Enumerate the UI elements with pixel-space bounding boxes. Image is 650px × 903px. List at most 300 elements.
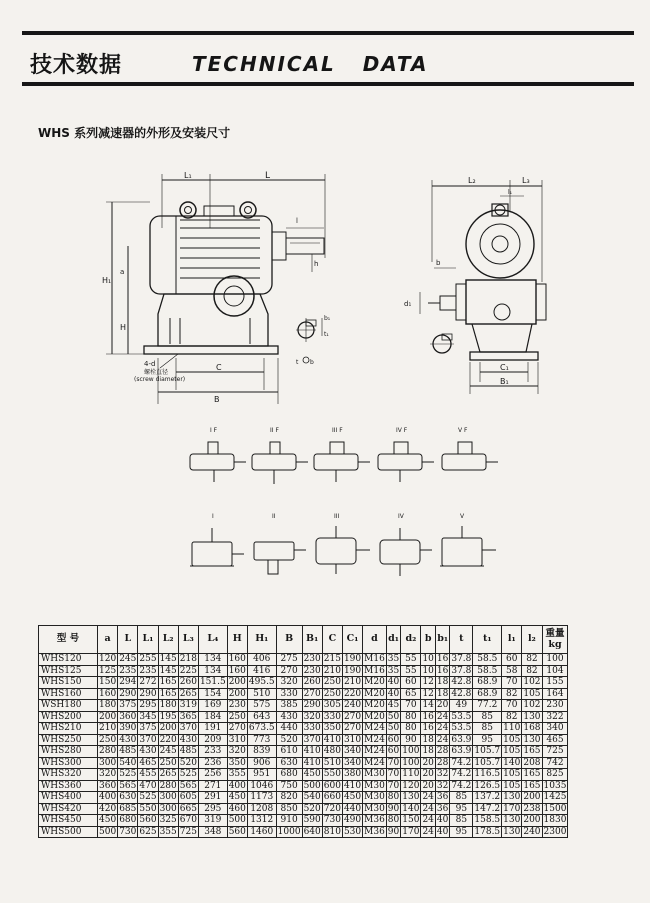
table-cell: 540 <box>303 792 321 802</box>
table-cell: M36 <box>364 826 385 837</box>
bolt-label-cn: 螺栓直径 <box>144 369 169 376</box>
table-cell: 560 <box>139 815 157 825</box>
mount-label-3f: III F <box>332 427 343 434</box>
table-cell: 270 <box>228 723 246 733</box>
table-cell: 240 <box>343 700 362 710</box>
mount-label-1f: I F <box>210 427 218 434</box>
table-cell: 510 <box>247 688 276 700</box>
table-cell: 294 <box>119 677 137 687</box>
table-cell: 265 <box>159 769 177 779</box>
table-cell: M30 <box>364 769 385 779</box>
dim-label-b1: b₁ <box>324 315 331 322</box>
table-cell: 305 <box>323 700 341 710</box>
table-cell: 416 <box>247 665 276 677</box>
mount-label-2f: II F <box>270 427 279 434</box>
table-cell: 480 <box>323 746 341 756</box>
table-cell: 68.9 <box>473 677 502 689</box>
dim-label-b: b <box>310 359 314 366</box>
table-cell: 18 <box>422 734 434 745</box>
model-cell: WHS360 <box>39 780 98 792</box>
table-row <box>39 803 568 815</box>
table-cell: 195 <box>159 711 177 722</box>
table-cell: 1500 <box>543 803 567 814</box>
table-cell: 134 <box>198 665 227 677</box>
table-row <box>39 792 568 804</box>
table-cell: 450 <box>303 769 321 779</box>
table-cell: 330 <box>276 688 302 700</box>
table-cell: 140 <box>503 757 521 768</box>
column-header: C <box>322 626 342 654</box>
dim-label-a: a <box>120 268 125 276</box>
table-cell: M20 <box>364 711 385 722</box>
table-cell: 270 <box>343 711 362 722</box>
table-cell: 24 <box>436 711 449 722</box>
table-cell: 220 <box>159 734 177 745</box>
table-cell: 74.2 <box>451 757 472 768</box>
table-cell: 165 <box>523 769 541 779</box>
table-cell: 100 <box>402 757 420 768</box>
table-cell: M24 <box>364 757 385 768</box>
table-header-row <box>39 626 568 654</box>
table-cell: 102 <box>523 677 541 687</box>
table-cell: 773 <box>247 734 276 746</box>
table-cell: 370 <box>139 734 157 745</box>
table-cell: 450 <box>99 815 117 825</box>
table-cell: 42.8 <box>451 677 472 687</box>
table-cell: 160 <box>228 654 246 664</box>
table-cell: 70 <box>401 700 421 712</box>
table-cell: 750 <box>276 780 302 792</box>
model-cell: WHS450 <box>39 815 98 827</box>
table-cell: 200 <box>99 711 117 722</box>
table-cell: 560 <box>228 826 246 837</box>
table-cell: 63.9 <box>451 746 472 756</box>
table-cell: 839 <box>247 746 276 758</box>
table-cell: 520 <box>179 757 197 768</box>
table-cell: 340 <box>343 757 362 768</box>
table-cell: 77.2 <box>473 700 502 712</box>
table-cell: 60 <box>387 746 400 756</box>
table-cell: 105 <box>503 734 521 745</box>
table-cell: 235 <box>139 665 157 676</box>
table-cell: 320 <box>303 711 321 722</box>
column-header: b₁ <box>435 626 449 654</box>
table-cell: 430 <box>276 711 302 723</box>
table-cell: 665 <box>179 803 197 814</box>
table-cell: 180 <box>99 700 117 710</box>
table-cell: 1046 <box>247 780 276 792</box>
table-cell: 210 <box>99 723 117 733</box>
model-cell: WHS500 <box>39 826 98 838</box>
dim-label-L: L <box>265 171 271 181</box>
table-cell: 165 <box>523 780 541 791</box>
table-cell: 80 <box>401 711 421 723</box>
table-cell: 730 <box>119 826 137 837</box>
table-row <box>39 654 568 666</box>
table-cell: 169 <box>198 700 227 712</box>
table-cell: 180 <box>159 700 177 710</box>
table-cell: 605 <box>179 792 197 802</box>
table-cell: 233 <box>198 746 227 758</box>
table-cell: 350 <box>323 723 341 733</box>
table-row <box>39 826 568 838</box>
mount-diagram-1 <box>190 528 244 566</box>
table-cell: 137.2 <box>474 792 501 802</box>
table-cell: 820 <box>276 792 302 804</box>
table-cell: 265 <box>179 688 197 699</box>
table-row <box>39 711 568 723</box>
table-cell: 430 <box>119 734 137 745</box>
table-cell: 565 <box>179 780 197 791</box>
table-cell: 24 <box>436 734 449 745</box>
table-cell: 65 <box>401 688 421 700</box>
table-cell: 134 <box>198 654 227 666</box>
table-cell: 60 <box>502 654 522 666</box>
dim-label-B: B <box>214 395 220 404</box>
table-cell: 271 <box>198 780 227 792</box>
table-cell: 55 <box>401 665 421 677</box>
column-header: d₂ <box>401 626 421 654</box>
table-cell: 24 <box>422 826 434 837</box>
table-cell: 165 <box>523 746 541 756</box>
header-top-rule <box>22 31 634 35</box>
table-cell: 490 <box>343 815 362 825</box>
table-cell: M30 <box>364 780 385 791</box>
table-cell: 310 <box>343 734 362 745</box>
table-cell: 40 <box>387 688 400 699</box>
table-cell: 290 <box>303 700 321 710</box>
table-cell: 348 <box>198 826 227 838</box>
table-cell: 18 <box>436 677 449 687</box>
table-cell: 58.5 <box>473 654 502 666</box>
mount-diagram-2f <box>252 442 308 484</box>
table-cell: 16 <box>422 711 434 722</box>
table-cell: 200 <box>228 688 246 699</box>
table-cell: 850 <box>276 803 302 815</box>
table-cell: 910 <box>276 815 302 827</box>
column-header: a <box>98 626 118 654</box>
table-cell: 24 <box>436 723 449 733</box>
model-cell: WHS420 <box>39 803 98 815</box>
table-cell: 70 <box>502 700 522 712</box>
mount-diagram-3 <box>316 526 370 574</box>
table-cell: 450 <box>343 792 362 802</box>
table-cell: 130 <box>503 792 521 802</box>
spec-table <box>38 625 568 838</box>
table-cell: 825 <box>542 769 568 781</box>
table-cell: 495.5 <box>248 677 275 687</box>
bolt-label-en: (screw diameter) <box>134 376 186 383</box>
table-cell: 680 <box>119 815 137 825</box>
table-cell: M30 <box>364 792 385 802</box>
table-cell: 12 <box>422 688 434 699</box>
mount-label-2: II <box>272 513 276 520</box>
table-cell: 90 <box>401 734 421 746</box>
table-cell: 10 <box>422 654 434 664</box>
table-row <box>39 677 568 689</box>
table-cell: 150 <box>99 677 117 687</box>
dim-label-t: t <box>296 359 299 366</box>
dim-label-t1: t₁ <box>324 331 329 338</box>
table-cell: 320 <box>276 677 302 689</box>
table-cell: 360 <box>119 711 137 722</box>
table-cell: 14 <box>422 700 434 710</box>
table-cell: 245 <box>159 746 177 756</box>
table-cell: 360 <box>99 780 117 791</box>
table-cell: 16 <box>436 654 449 664</box>
column-header: b <box>421 626 435 654</box>
table-cell: 158.5 <box>474 815 501 825</box>
table-cell: 670 <box>179 815 197 825</box>
table-cell: 951 <box>247 769 276 781</box>
table-cell: 610 <box>276 746 302 758</box>
table-cell: M20 <box>364 688 385 699</box>
column-header: l₁ <box>502 626 522 654</box>
table-cell: 2300 <box>543 826 567 837</box>
table-cell: 24 <box>422 815 434 825</box>
table-cell: 400 <box>228 780 246 791</box>
table-cell: 200 <box>523 792 541 802</box>
table-cell: 455 <box>139 769 157 779</box>
table-cell: M20 <box>364 700 385 710</box>
mount-label-1: I <box>212 513 214 520</box>
table-cell: 300 <box>99 757 117 768</box>
section-subtitle: WHS 系列减速器的外形及安装尺寸 <box>38 126 231 140</box>
table-cell: 345 <box>139 711 157 722</box>
table-cell: 120 <box>402 780 420 791</box>
table-row <box>39 757 568 769</box>
table-cell: 238 <box>523 803 541 814</box>
table-cell: 105 <box>503 769 521 779</box>
table-cell: 525 <box>179 769 197 779</box>
table-cell: 250 <box>159 757 177 768</box>
table-cell: 18 <box>422 746 434 756</box>
header-bottom-rule <box>22 82 634 86</box>
table-cell: 82 <box>502 688 522 700</box>
table-cell: 74.2 <box>451 769 472 779</box>
table-cell: 215 <box>323 654 341 664</box>
table-cell: 525 <box>139 792 157 802</box>
table-cell: 590 <box>303 815 321 825</box>
column-header: t₁ <box>473 626 502 654</box>
mount-label-3: III <box>334 513 340 520</box>
table-cell: M24 <box>364 723 385 733</box>
table-body <box>39 654 568 838</box>
table-cell: M16 <box>364 665 385 676</box>
table-cell: 550 <box>139 803 157 814</box>
table-cell: 80 <box>387 792 400 802</box>
table-cell: 24 <box>422 803 434 814</box>
mount-diagram-5f <box>442 442 498 470</box>
table-cell: M24 <box>364 746 385 756</box>
dim-label-C1: C₁ <box>500 363 509 372</box>
table-cell: 210 <box>323 665 341 676</box>
table-cell: 49 <box>450 700 473 712</box>
table-cell: 485 <box>179 746 197 756</box>
table-cell: 209 <box>198 734 227 746</box>
table-cell: 165 <box>159 677 177 687</box>
model-cell: WHS210 <box>39 723 98 735</box>
table-row <box>39 746 568 758</box>
table-cell: 250 <box>99 734 117 745</box>
mount-diagram-2 <box>254 542 306 574</box>
table-cell: 100 <box>402 746 420 756</box>
mounting-positions <box>180 420 510 585</box>
table-cell: 28 <box>436 746 449 756</box>
table-cell: 145 <box>159 654 177 664</box>
table-cell: 85 <box>450 792 473 804</box>
table-cell: 36 <box>436 792 449 802</box>
table-cell: 220 <box>343 688 362 699</box>
table-cell: 270 <box>303 688 321 699</box>
table-cell: M20 <box>364 677 385 687</box>
table-cell: 330 <box>303 723 321 733</box>
column-header: L₄ <box>198 626 227 654</box>
table-cell: 50 <box>387 723 400 733</box>
table-cell: M30 <box>364 803 385 814</box>
column-header: C₁ <box>342 626 362 654</box>
table-cell: 85 <box>473 711 502 723</box>
table-cell: 420 <box>99 803 117 814</box>
mount-diagram-3f <box>314 442 370 482</box>
mount-diagram-4f <box>378 442 434 482</box>
table-cell: 1000 <box>277 826 301 837</box>
table-cell: 525 <box>119 769 137 779</box>
table-cell: 1830 <box>543 815 567 825</box>
table-cell: 406 <box>247 654 276 666</box>
table-cell: 68.9 <box>473 688 502 700</box>
table-row <box>39 665 568 677</box>
table-cell: 340 <box>343 746 362 756</box>
table-cell: 630 <box>119 792 137 802</box>
dim-label-d1: d₁ <box>404 300 412 308</box>
table-cell: 130 <box>503 815 521 825</box>
model-cell: WHS160 <box>39 688 98 700</box>
table-cell: 470 <box>139 780 157 791</box>
column-header: t <box>450 626 473 654</box>
table-cell: 120 <box>99 654 117 664</box>
dim-label-B1: B₁ <box>500 377 509 386</box>
table-row <box>39 700 568 712</box>
table-cell: 208 <box>523 757 541 768</box>
table-cell: 340 <box>542 723 568 735</box>
column-header: H₁ <box>247 626 276 654</box>
table-cell: 53.5 <box>451 711 472 722</box>
dim-label-L2: L₂ <box>468 176 476 185</box>
column-header: L₂ <box>158 626 178 654</box>
table-cell: 250 <box>323 677 341 687</box>
table-cell: 20 <box>422 769 434 779</box>
table-cell: 300 <box>159 792 177 802</box>
mount-label-5: V <box>460 513 465 520</box>
table-cell: 70 <box>502 677 522 689</box>
table-cell: 1312 <box>247 815 276 827</box>
front-view-drawing <box>100 168 335 408</box>
table-cell: 1173 <box>247 792 276 804</box>
table-cell: 450 <box>228 792 246 802</box>
dim-label-L3: L₃ <box>522 176 530 185</box>
table-cell: 105 <box>503 746 521 756</box>
table-row <box>39 734 568 746</box>
table-cell: 550 <box>323 769 341 779</box>
dim-label-L1: L₁ <box>184 171 192 180</box>
table-cell: 147.2 <box>474 803 501 814</box>
table-cell: 32 <box>436 769 449 779</box>
table-cell: 210 <box>343 677 362 687</box>
table-cell: 116.5 <box>474 769 501 779</box>
table-cell: 80 <box>401 723 421 735</box>
table-cell: 74.2 <box>451 780 472 791</box>
table-cell: 35 <box>387 665 400 676</box>
table-cell: 200 <box>159 723 177 733</box>
table-cell: 600 <box>323 780 341 791</box>
table-cell: 130 <box>503 826 521 837</box>
table-cell: 42.8 <box>451 688 472 699</box>
side-dim-label-b: b <box>436 259 441 267</box>
column-header: 型 号 <box>39 626 98 654</box>
table-cell: 165 <box>159 688 177 699</box>
table-cell: 725 <box>179 826 197 837</box>
table-cell: 906 <box>247 757 276 769</box>
table-cell: 160 <box>99 688 117 699</box>
table-cell: 625 <box>139 826 157 837</box>
table-cell: 500 <box>99 826 117 837</box>
table-cell: 178.5 <box>474 826 501 837</box>
table-cell: 60 <box>401 677 421 689</box>
table-cell: 105 <box>523 688 541 699</box>
table-cell: 190 <box>343 665 362 676</box>
table-cell: 58 <box>502 665 522 677</box>
table-cell: 240 <box>523 826 541 837</box>
table-cell: 16 <box>422 723 434 733</box>
table-cell: 565 <box>119 780 137 791</box>
table-cell: 18 <box>436 688 449 699</box>
table-cell: 410 <box>323 734 341 745</box>
model-cell: WHS200 <box>39 711 98 723</box>
table-cell: 575 <box>247 700 276 712</box>
table-cell: 170 <box>402 826 420 837</box>
table-cell: 58.5 <box>473 665 502 677</box>
table-cell: M16 <box>364 654 385 664</box>
dim-label-H: H <box>120 323 127 332</box>
table-cell: M36 <box>364 815 385 825</box>
table-cell: 63.9 <box>451 734 472 745</box>
table-cell: 255 <box>139 654 157 664</box>
table-cell: 440 <box>276 723 302 735</box>
table-cell: 660 <box>323 792 341 802</box>
table-cell: 230 <box>303 654 321 664</box>
table-cell: 95 <box>473 734 502 746</box>
table-cell: 810 <box>323 826 341 837</box>
column-header-weight: 重量 kg <box>542 626 568 654</box>
table-cell: 375 <box>119 700 137 710</box>
table-cell: 245 <box>119 654 137 664</box>
table-cell: 125 <box>99 665 117 676</box>
table-cell: 126.5 <box>474 780 501 791</box>
table-cell: 460 <box>228 803 246 814</box>
table-cell: 520 <box>303 803 321 814</box>
table-cell: 184 <box>198 711 227 723</box>
table-cell: 500 <box>228 815 246 825</box>
model-cell: WHS150 <box>39 677 98 689</box>
table-cell: 225 <box>179 665 197 676</box>
column-header: d₁ <box>386 626 400 654</box>
mount-label-5f: V F <box>458 427 468 434</box>
table-cell: 730 <box>323 815 341 825</box>
table-cell: 200 <box>228 677 246 687</box>
table-cell: 110 <box>402 769 420 779</box>
table-cell: 140 <box>402 803 420 814</box>
